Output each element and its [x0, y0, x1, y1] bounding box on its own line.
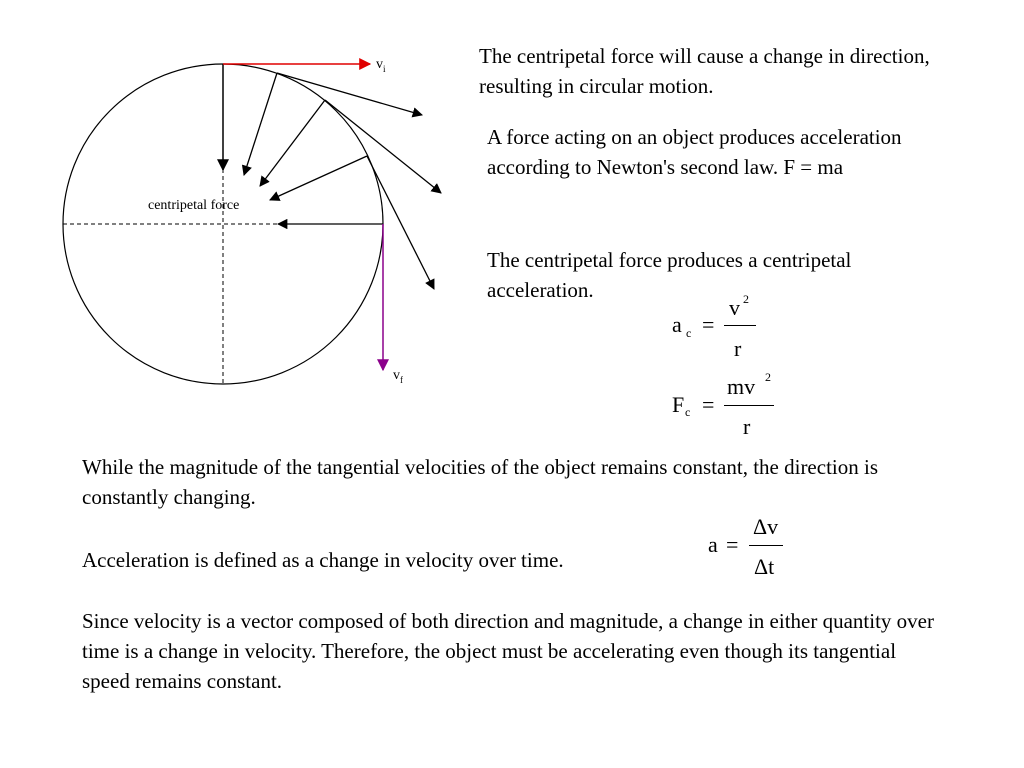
- ac-lhs: a: [672, 312, 682, 337]
- equation-centripetal-acceleration: [672, 290, 782, 360]
- ac-numerator-sup: 2: [743, 292, 749, 306]
- fc-denominator: r: [743, 414, 751, 439]
- text-newton-second-law: A force acting on an object produces acceleration according to Newton's second law. F = ma: [487, 125, 902, 179]
- text-tangential-velocity: While the magnitude of the tangential velocities of the object remains constant, the direction is constantly changing.: [82, 455, 879, 509]
- equation-centripetal-force: [672, 368, 792, 438]
- text-centripetal-acceleration: The centripetal force produces a centripetal acceleration.: [487, 248, 852, 302]
- ac-numerator: v: [729, 295, 740, 320]
- equation-acceleration: [706, 514, 796, 584]
- ac-subscript: c: [686, 326, 692, 340]
- a-fraction-bar: [749, 545, 783, 546]
- text-velocity-vector: Since velocity is a vector composed of both direction and magnitude, a change in either quantity over time is a change in velocity. Therefore, the object must be accelerating even though its tangential speed remains constant.: [82, 609, 934, 693]
- centripetal-arrow-3: [270, 156, 367, 200]
- fc-lhs: F: [672, 392, 685, 417]
- fc-numerator: mv: [727, 374, 756, 399]
- fc-equals: =: [702, 392, 715, 417]
- final-velocity-label: $v_f$: [393, 368, 403, 385]
- centripetal-force-label: centripetal force: [148, 198, 240, 213]
- a-lhs: a: [708, 532, 718, 557]
- text-acceleration-definition: Acceleration is defined as a change in velocity over time.: [82, 548, 564, 572]
- a-numerator: Δv: [753, 514, 779, 539]
- fc-numerator-sup: 2: [765, 370, 771, 384]
- ac-equals: =: [702, 312, 715, 337]
- text-circular-motion: The centripetal force will cause a change in direction, resulting in circular motion.: [479, 44, 930, 98]
- centripetal-arrow-2: [260, 100, 325, 186]
- initial-velocity-label: $v_i$: [376, 57, 386, 74]
- centripetal-arrow-1: [244, 73, 277, 175]
- a-equals: =: [726, 532, 739, 557]
- tangent-velocity-arrow-1: [277, 73, 422, 115]
- ac-denominator: r: [734, 336, 742, 361]
- tangent-velocity-arrow-2: [325, 100, 441, 193]
- fc-subscript: c: [685, 405, 691, 419]
- a-denominator: Δt: [754, 554, 775, 579]
- fc-fraction-bar: [724, 405, 774, 406]
- ac-fraction-bar: [724, 325, 756, 326]
